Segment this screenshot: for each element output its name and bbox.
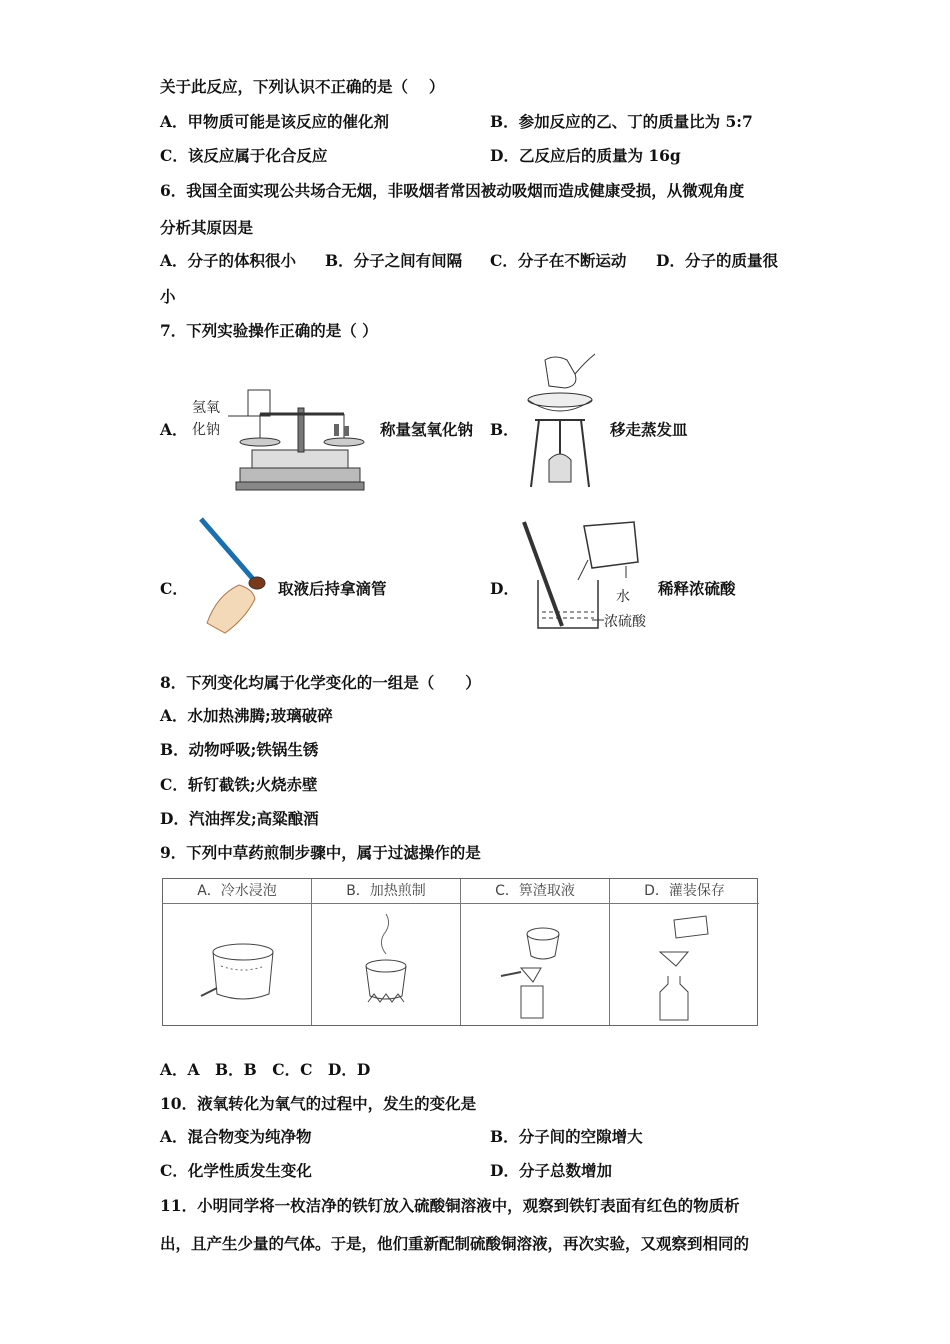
q6-option-d: D．分子的质量很 bbox=[656, 251, 778, 270]
q8-option-a: A．水加热沸腾;玻璃破碎 bbox=[160, 706, 333, 725]
filtering-icon bbox=[461, 904, 610, 1022]
q7-c-caption: 取液后持拿滴管 bbox=[278, 579, 387, 598]
table-cell-c bbox=[461, 879, 610, 1025]
q5-option-d: D．乙反应后的质量为 16g bbox=[490, 146, 681, 165]
q5-stem: 关于此反应，下列认识不正确的是（ ） bbox=[160, 77, 445, 96]
q10-option-b: B．分子间的空隙增大 bbox=[490, 1127, 643, 1146]
dilution-label-water: 水 bbox=[616, 589, 630, 605]
q6-option-a: A．分子的体积很小 bbox=[160, 251, 297, 270]
q5-option-a: A．甲物质可能是该反应的催化剂 bbox=[160, 112, 390, 131]
q5-option-b: B．参加反应的乙、丁的质量比为 5:7 bbox=[490, 112, 753, 131]
q9-stem: 9．下列中草药煎制步骤中，属于过滤操作的是 bbox=[160, 843, 481, 862]
q6-option-b: B．分子之间有间隔 bbox=[325, 251, 463, 270]
table-cell-b-label: B．加热煎制 bbox=[312, 879, 460, 904]
q7-a-letter: A． bbox=[160, 420, 188, 439]
q6-option-d-cont: 小 bbox=[160, 287, 176, 306]
dilution-label-acid: 浓硫酸 bbox=[604, 614, 646, 630]
q8-stem: 8．下列变化均属于化学变化的一组是（ ） bbox=[160, 673, 481, 692]
evaporating-dish-figure bbox=[515, 352, 605, 492]
q7-stem: 7．下列实验操作正确的是（ ） bbox=[160, 321, 378, 340]
q11-line1: 11．小明同学将一枚洁净的铁钉放入硫酸铜溶液中，观察到铁钉表面有红色的物质析 bbox=[160, 1196, 740, 1215]
q7-a-caption: 称量氢氧化钠 bbox=[380, 420, 474, 439]
dilution-figure bbox=[518, 520, 658, 635]
q7-d-letter: D． bbox=[490, 579, 519, 598]
q5-option-c: C．该反应属于化合反应 bbox=[160, 146, 328, 165]
q10-option-c: C．化学性质发生变化 bbox=[160, 1161, 312, 1180]
balance-label-line1: 氢氧 bbox=[192, 400, 220, 416]
dropper-figure bbox=[195, 515, 270, 640]
q6-stem-line1: 6．我国全面实现公共场合无烟，非吸烟者常因被动吸烟而造成健康受损，从微观角度 bbox=[160, 181, 745, 200]
q10-option-a: A．混合物变为纯净物 bbox=[160, 1127, 312, 1146]
table-cell-b bbox=[312, 879, 461, 1025]
q7-d-caption: 稀释浓硫酸 bbox=[658, 579, 736, 598]
q8-option-b: B．动物呼吸;铁锅生锈 bbox=[160, 740, 319, 759]
table-cell-c-label: C．箅渣取液 bbox=[461, 879, 609, 904]
q7-b-caption: 移走蒸发皿 bbox=[610, 420, 688, 439]
q9-options: A．A B．B C．C D．D bbox=[160, 1060, 371, 1079]
soaking-pot-icon bbox=[163, 904, 312, 1022]
q10-stem: 10．液氧转化为氧气的过程中，发生的变化是 bbox=[160, 1094, 477, 1113]
table-cell-d bbox=[610, 879, 759, 1025]
q7-c-letter: C． bbox=[160, 579, 188, 598]
table-cell-a bbox=[163, 879, 312, 1025]
bottling-icon bbox=[610, 904, 759, 1022]
q11-line2: 出，且产生少量的气体。于是，他们重新配制硫酸铜溶液，再次实验，又观察到相同的 bbox=[160, 1234, 750, 1253]
q8-option-d: D．汽油挥发;高粱酿酒 bbox=[160, 809, 319, 828]
table-cell-d-label: D．灌装保存 bbox=[610, 879, 759, 904]
balance-label-line2: 化钠 bbox=[192, 422, 220, 438]
q7-b-letter: B． bbox=[490, 420, 519, 439]
q8-option-c: C．斩钉截铁;火烧赤壁 bbox=[160, 775, 318, 794]
q6-option-c: C．分子在不断运动 bbox=[490, 251, 627, 270]
q6-stem-line2: 分析其原因是 bbox=[160, 218, 254, 237]
herbal-steps-table bbox=[162, 878, 758, 1026]
q10-option-d: D．分子总数增加 bbox=[490, 1161, 612, 1180]
heating-pot-icon bbox=[312, 904, 461, 1022]
balance-figure bbox=[188, 378, 373, 493]
table-cell-a-label: A．冷水浸泡 bbox=[163, 879, 311, 904]
